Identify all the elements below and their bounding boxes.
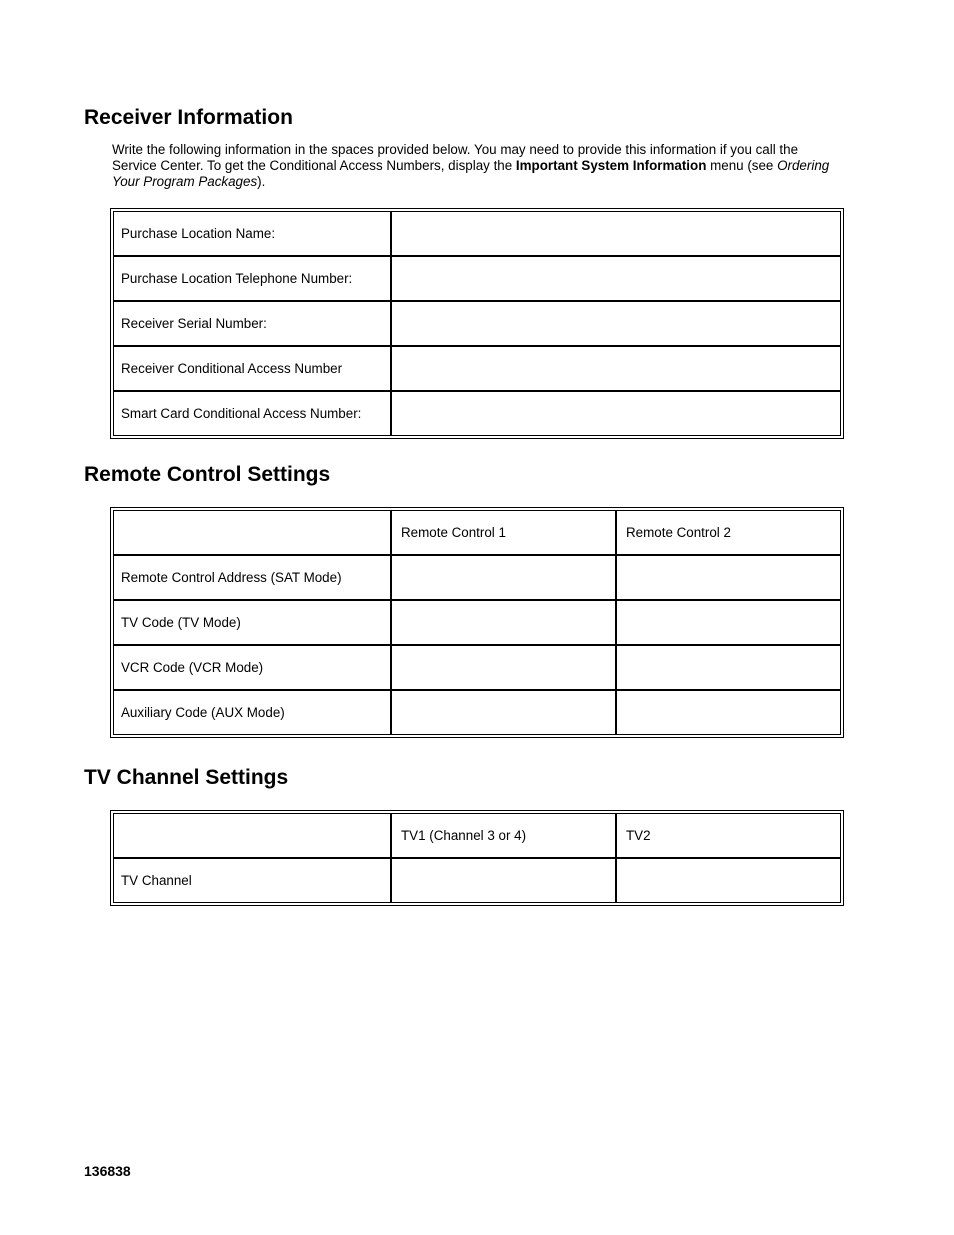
entry-field[interactable] — [616, 600, 841, 645]
receiver-info-table — [110, 208, 844, 439]
intro-text-3: ). — [257, 174, 266, 189]
empty-header-cell — [113, 510, 391, 555]
entry-field[interactable] — [391, 256, 841, 301]
entry-field[interactable] — [616, 690, 841, 735]
entry-field[interactable] — [391, 645, 616, 690]
tv-settings-table — [110, 810, 844, 906]
row-label: Auxiliary Code (AUX Mode) — [113, 690, 391, 735]
column-header-remote-2: Remote Control 2 — [616, 510, 841, 555]
row-label: Receiver Conditional Access Number — [113, 346, 391, 391]
row-label: Smart Card Conditional Access Number: — [113, 391, 391, 436]
row-label: VCR Code (VCR Mode) — [113, 645, 391, 690]
row-label: Receiver Serial Number: — [113, 301, 391, 346]
receiver-intro — [112, 142, 832, 190]
column-header-remote-1: Remote Control 1 — [391, 510, 616, 555]
entry-field[interactable] — [391, 211, 841, 256]
entry-field[interactable] — [391, 858, 616, 903]
table-row — [113, 645, 841, 690]
table-row — [113, 256, 841, 301]
entry-field[interactable] — [616, 555, 841, 600]
remote-settings-table — [110, 507, 844, 738]
remote-settings-heading: Remote Control Settings — [84, 463, 331, 486]
row-label: Remote Control Address (SAT Mode) — [113, 555, 391, 600]
row-label: TV Code (TV Mode) — [113, 600, 391, 645]
table-row — [113, 301, 841, 346]
intro-menu-name: Important System Information — [515, 158, 707, 173]
tv-settings-heading: TV Channel Settings — [84, 766, 289, 789]
table-row — [113, 858, 841, 903]
intro-reference: Ordering Your Program Packages — [112, 158, 830, 189]
header-row — [113, 813, 841, 858]
intro-text-1: Write the following information in the spaces provided below. You may need to provide this information if you call the Service Center. To get the Conditional Access Numbers, display the — [112, 142, 799, 173]
intro-text-2: menu (see — [706, 158, 778, 173]
table-row — [113, 211, 841, 256]
row-label: TV Channel — [113, 858, 391, 903]
entry-field[interactable] — [391, 346, 841, 391]
entry-field[interactable] — [616, 858, 841, 903]
column-header-tv2: TV2 — [616, 813, 841, 858]
header-row — [113, 510, 841, 555]
table-row — [113, 600, 841, 645]
table-row — [113, 391, 841, 436]
table-row — [113, 555, 841, 600]
entry-field[interactable] — [391, 301, 841, 346]
table-row — [113, 690, 841, 735]
table-row — [113, 346, 841, 391]
empty-header-cell — [113, 813, 391, 858]
entry-field[interactable] — [391, 690, 616, 735]
document-number: 136838 — [84, 1163, 131, 1179]
row-label: Purchase Location Telephone Number: — [113, 256, 391, 301]
receiver-info-heading: Receiver Information — [84, 106, 293, 129]
row-label: Purchase Location Name: — [113, 211, 391, 256]
entry-field[interactable] — [391, 391, 841, 436]
column-header-tv1: TV1 (Channel 3 or 4) — [391, 813, 616, 858]
entry-field[interactable] — [391, 600, 616, 645]
entry-field[interactable] — [616, 645, 841, 690]
entry-field[interactable] — [391, 555, 616, 600]
